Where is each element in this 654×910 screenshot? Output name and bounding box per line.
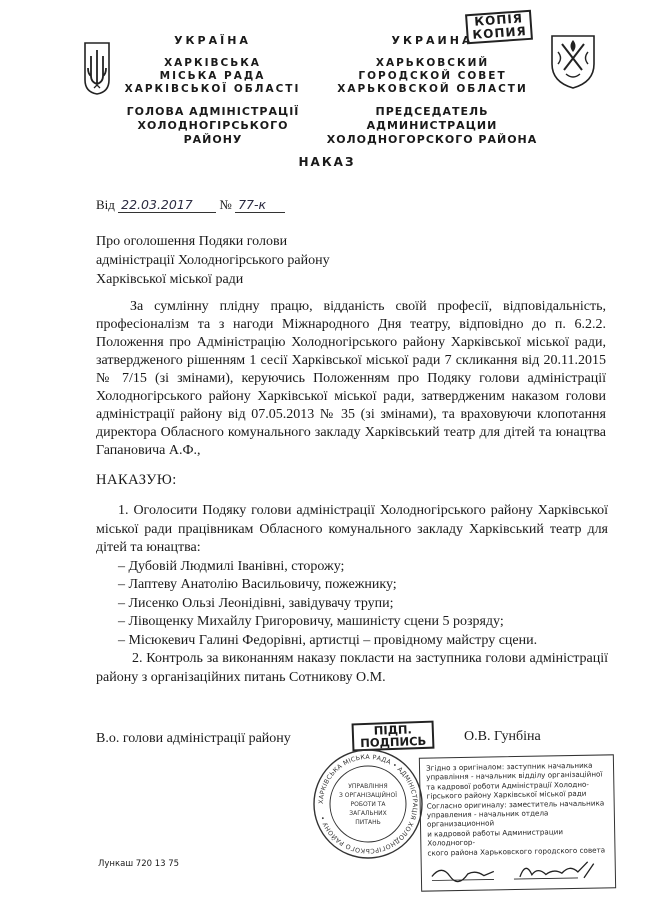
header-left [115,34,310,96]
issuer-line: ПРЕДСЕДАТЕЛЬ АДМИНИСТРАЦИИ [366,105,498,132]
recipient-item: – Дубовій Людмилі Іванівні, сторожу; [118,558,345,574]
handwritten-signatures [428,857,608,884]
order-date-number [96,197,285,213]
seal-center-line: ПИТАНЬ [355,819,381,826]
stamp-line: Согласно оригиналу: заместитель начальника [426,798,605,811]
seal-center-line: РОБОТИ ТА [350,801,386,808]
issuer-line: ГОЛОВА АДМІНІСТРАЦІЇ [126,105,300,118]
issuer-heading-uk [108,105,318,147]
date-prefix: Від [96,197,115,212]
copy-stamp-line: КОПІЯ [473,11,524,29]
document-title: НАКАЗ [298,155,356,169]
org-line: ХАРЬКОВСКОЙ ОБЛАСТИ [337,83,528,95]
number-prefix: № [219,197,232,212]
seal-ring-text: ХАРКІВСЬКА МІСЬКА РАДА • АДМІНІСТРАЦІЯ ХОЛОДНОГІРСЬКОГО РАЙОНУ • [317,753,419,855]
org-line: МІСЬКА РАДА [159,70,266,82]
seal-center-line: ЗАГАЛЬНИХ [349,810,387,817]
stamp-line: и кадровой работы Администрации Холодногор- [427,827,564,848]
issuer-line: ХОЛОДНОГІРСЬКОГО РАЙОНУ [137,119,289,146]
header-right [330,34,535,96]
org-line: ГОРОДСКОЙ СОВЕТ [358,70,507,82]
org-line: ХАРКІВСЬКА [164,57,261,69]
copy-stamp-line: КОПИЯ [471,24,528,42]
stamp-line: гірського району Харківської міської ради [426,789,587,801]
country-name-uk: УКРАЇНА [174,34,251,47]
certified-copy-stamp [419,754,616,892]
handwritten-number: 77-к [235,197,285,213]
recipient-item: – Лівощенку Михайлу Григоровичу, машиністу сцени 5 розряду; [118,614,504,629]
org-line: ХАРКІВСЬКОЇ ОБЛАСТІ [124,83,301,95]
contact-footer: Лункаш 720 13 75 [98,859,180,869]
subject-line: адміністрації Холодногірського району [96,253,330,268]
seal-center-line: З ОРГАНІЗАЦІЙНОЇ [338,792,398,799]
country-name-ru: УКРАИНА [391,34,474,47]
signature-stamp [352,721,435,752]
signature-stamp-line: ПІДП. [373,722,413,738]
kharkiv-coat-of-arms-icon [548,30,598,90]
issuer-heading-ru [322,105,542,147]
recipient-item: – Лаптеву Анатолію Васильовичу, пожежнику; [118,577,397,592]
stamp-line: управління - начальник відділу організаційної [426,769,603,782]
stamp-line: ского района Харьковского городского совета [427,845,606,858]
seal-center-line: УПРАВЛІННЯ [348,783,388,790]
signatory-name: О.В. Гунбіна [464,729,541,744]
org-line: ХАРЬКОВСКИЙ [375,57,490,69]
stamp-line: Згідно з оригіналом: заступник начальника [425,760,593,773]
recipient-item: – Лисенко Ользі Леонідівні, завідувачу трупи; [118,595,394,611]
subject-line: Харківської міської ради [96,272,244,287]
issuer-line: ХОЛОДНОГОРСКОГО РАЙОНА [326,133,538,146]
subject-line: Про оголошення Подяки голови [96,234,288,249]
order-item-1: 1. Оголосити Подяку голови адміністрації Холодногірського району Харківської міської ради працівникам Обласного комунального закладу Харківський театр для дітей та юнацтва: [96,503,608,555]
copy-stamp [465,10,533,45]
order-directive-heading: НАКАЗУЮ: [96,472,177,488]
handwritten-date: 22.03.2017 [118,197,216,213]
order-item-2: 2. Контроль за виконанням наказу покласти на заступника голови адміністрації району з організаційних питань Сотникову О.М. [96,651,608,685]
trident-emblem-icon [80,40,114,96]
signature-stamp-line: ПОДПИСЬ [359,733,427,751]
order-subject [96,232,330,289]
signatory-role: В.о. голови адміністрації району [96,731,291,746]
stamp-line: управления - начальник отдела организационной [426,808,549,830]
stamp-line: та кадрової роботи Адміністрації Холодно- [426,779,590,792]
preamble-paragraph: За сумлінну плідну працю, відданість своїй професії, відповідальність, професіоналізм та з нагоди Міжнародного Дня театру, відповідно до п. 6.2.2. Положення про Адміністрацію Холодногірського району Харківської міської ради, затвердженого рішенням 1 сесії Харківської міської ради 7 скликання від 20.11.2015 № 7/15 (зі змінами), керуючись Положенням про Подяку голови адміністрації Холодногірського району Харківської міської ради, затвердженим наказом голови адміністрації району від 07.05.2013 № 35 (зі змінами), та враховуючи клопотання директора Обласного комунального закладу Харківський театр для дітей та юнацтва Гапановича А.Ф., [96,299,606,458]
round-official-seal [312,748,424,860]
order-items [96,502,608,687]
recipient-item: – Місюкевич Галині Федорівні, артистці – провідному майстру сцени. [118,632,538,648]
